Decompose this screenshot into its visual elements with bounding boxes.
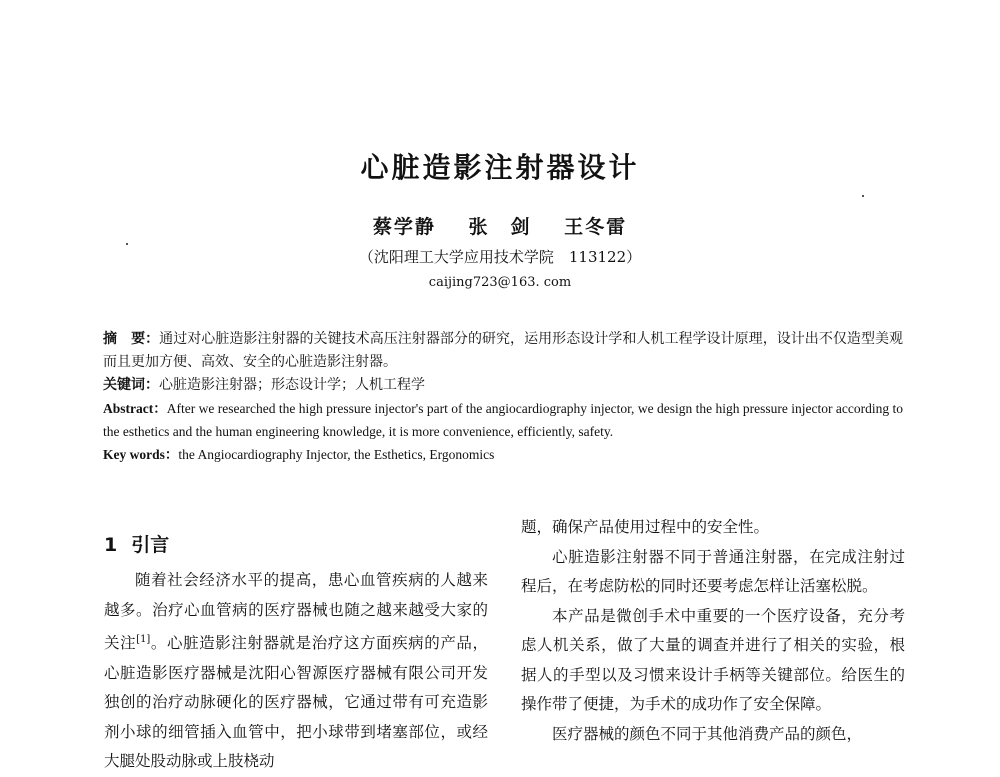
section-number: 1	[104, 534, 118, 556]
author-list	[0, 212, 1000, 239]
body-paragraph: 题，确保产品使用过程中的安全性。	[521, 518, 770, 536]
scan-speck	[126, 243, 128, 245]
keywords-cn-text: 心脏造影注射器；形态设计学；人机工程学	[159, 377, 425, 393]
abstract-en	[103, 397, 903, 443]
author-name: 蔡学静	[372, 216, 436, 238]
keywords-en-label: Key words：	[103, 447, 179, 462]
keywords-en-text: the Angiocardiography Injector, the Esthetics, Ergonomics	[178, 447, 495, 462]
scan-speck	[862, 195, 864, 197]
author-email: caijing723@163. com	[428, 275, 572, 290]
section-heading	[104, 530, 169, 557]
body-column-left	[104, 566, 488, 777]
abstract-cn	[103, 328, 903, 374]
citation-ref: [1]	[136, 634, 151, 645]
body-paragraph: 医疗器械的颜色不同于其他消费产品的颜色，	[552, 724, 863, 743]
abstract-en-label: Abstract：	[103, 401, 167, 416]
body-paragraph: 心脏造影注射器不同于普通注射器，在完成注射过程后，在考虑防松的同时还要考虑怎样让活塞松脱。	[521, 547, 905, 595]
abstract-en-text: After we researched the high pressure injector's part of the angiocardiography injector, we design the high pressure injector according to the esthetics and the human engineering knowledge, it is more convenience, efficiently, safety.	[103, 401, 903, 439]
keywords-cn	[103, 374, 903, 397]
body-text: 随着社会经济水平的提高，患心血管疾病的人越来越多。治疗心血管病的医疗器械也随之越来越受大家的关注	[104, 571, 488, 653]
author-name: 张 剑	[468, 216, 532, 238]
abstract-cn-text: 通过对心脏造影注射器的关键技术高压注射器部分的研究，运用形态设计学和人机工程学设计原理，设计出不仅造型美观而且更加方便、高效、安全的心脏造影注射器。	[103, 331, 904, 370]
section-title: 引言	[131, 534, 170, 556]
body-paragraph: 本产品是微创手术中重要的一个医疗设备，充分考虑人机关系，做了大量的调查并进行了相关的实验，根据人的手型以及习惯来设计手柄等关键部位。给医生的操作带了便捷，为手术的成功作了安全保障。	[521, 606, 905, 713]
abstract-block	[103, 328, 903, 466]
paper-title: 心脏造影注射器设计	[360, 151, 640, 184]
author-name: 王冬雷	[564, 216, 628, 238]
keywords-en	[103, 443, 903, 466]
affiliation: （沈阳理工大学应用技术学院 113122）	[358, 248, 642, 266]
body-text: 。心脏造影注射器就是治疗这方面疾病的产品，心脏造影医疗器械是沈阳心智源医疗器械有限公司开发独创的治疗动脉硬化的医疗器械，它通过带有可充造影剂小球的细管插入血管中，把小球带到堵塞部位，或经大腿处股动脉或上肢桡动	[104, 634, 488, 771]
body-paragraph	[104, 566, 488, 777]
abstract-cn-label: 摘 要：	[103, 331, 160, 347]
body-column-right	[521, 513, 905, 749]
keywords-cn-label: 关键词：	[103, 377, 159, 393]
